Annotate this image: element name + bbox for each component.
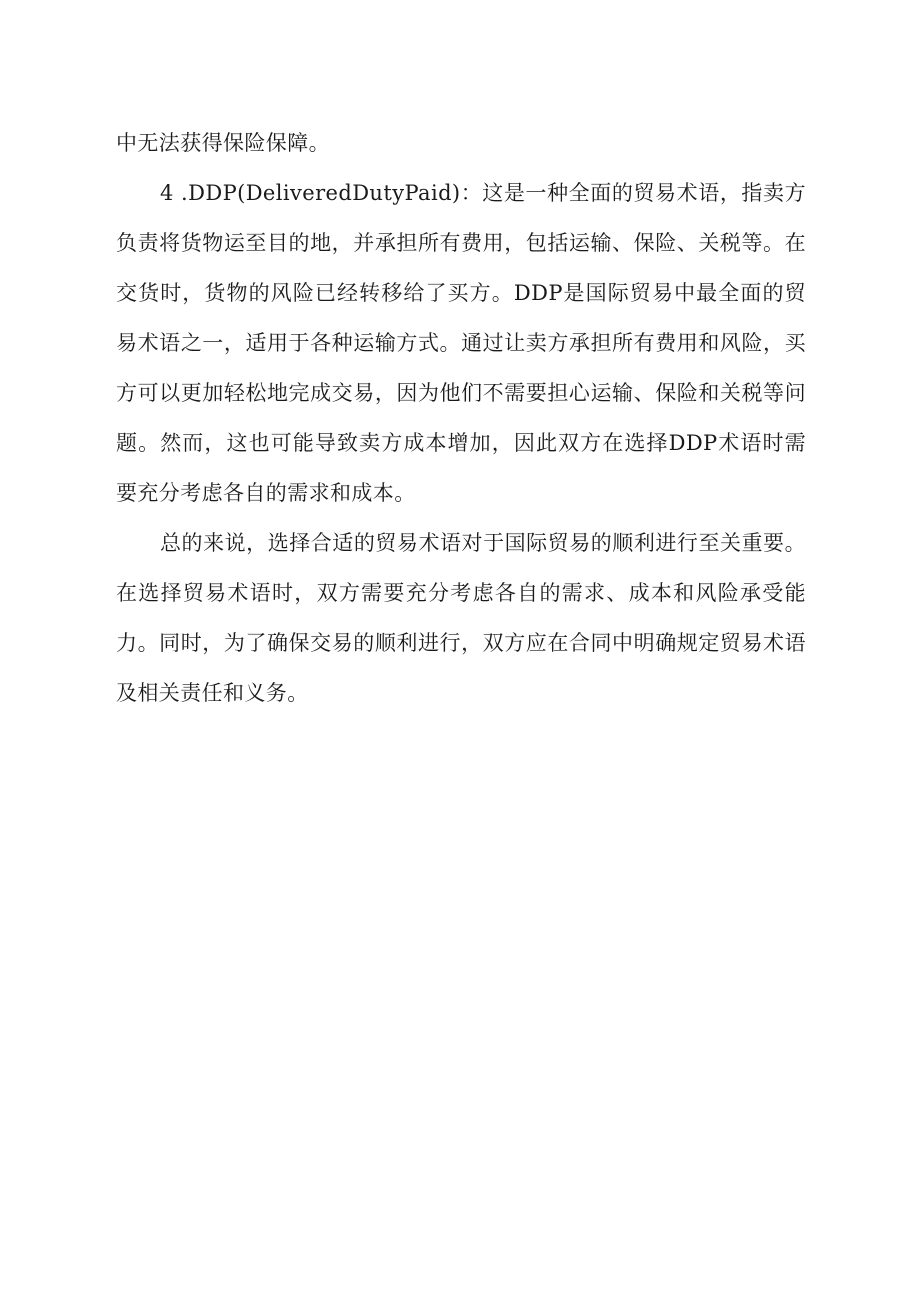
document-body	[116, 118, 806, 718]
paragraph-continuation: 中无法获得保险保障。	[116, 131, 330, 155]
paragraph-summary: 总的来说，选择合适的贸易术语对于国际贸易的顺利进行至关重要。在选择贸易术语时，双方需要充分考虑各自的需求、成本和风险承受能力。同时，为了确保交易的顺利进行，双方应在合同中明确规定贸易术语及相关责任和义务。	[116, 531, 806, 705]
paragraph-ddp: 4 .DDP(DeliveredDutyPaid)：这是一种全面的贸易术语，指卖方负责将货物运至目的地，并承担所有费用，包括运输、保险、关税等。在交货时，货物的风险已经转移给了买方。DDP是国际贸易中最全面的贸易术语之一，适用于各种运输方式。通过让卖方承担所有费用和风险，买方可以更加轻松地完成交易，因为他们不需要担心运输、保险和关税等问题。然而，这也可能导致卖方成本增加，因此双方在选择DDP术语时需要充分考虑各自的需求和成本。	[116, 181, 806, 505]
